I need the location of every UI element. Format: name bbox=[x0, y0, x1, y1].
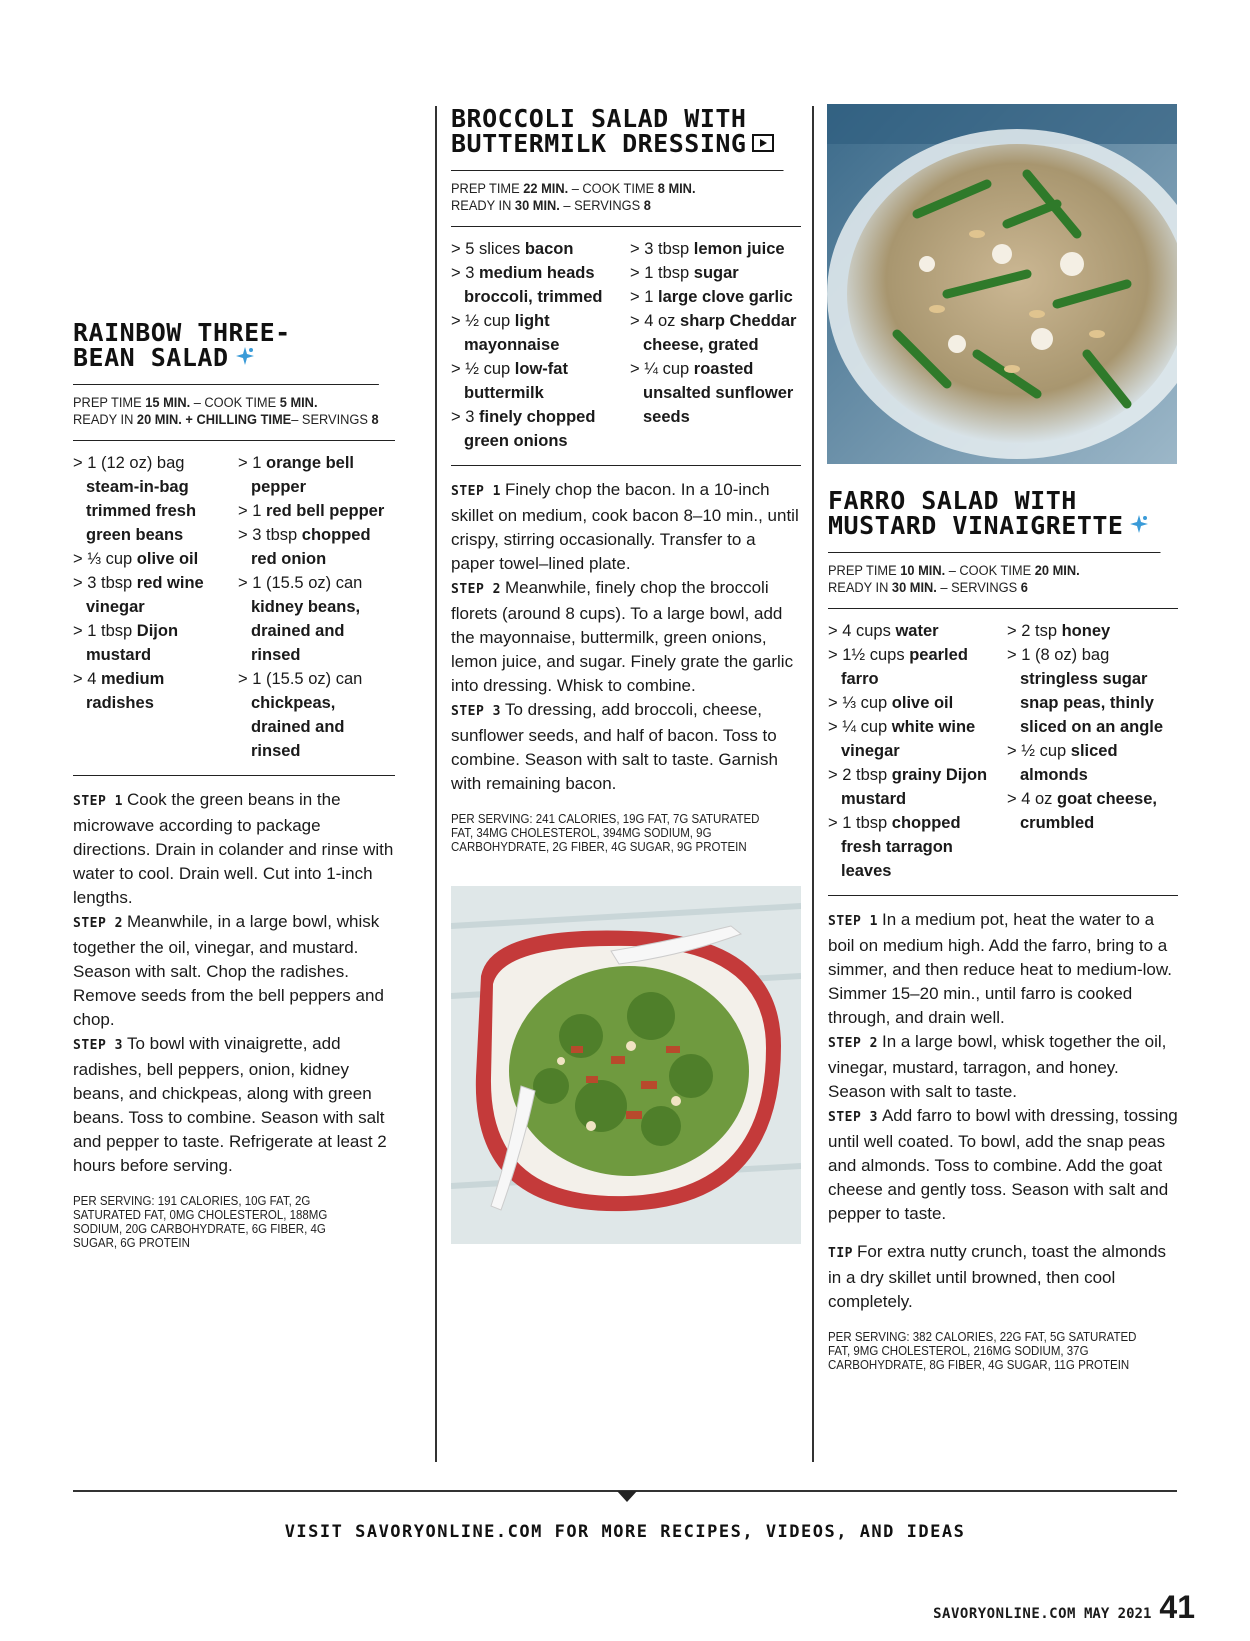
down-arrow-icon bbox=[617, 1491, 637, 1502]
ingredient-item: > 3 tbsp lemon juice bbox=[630, 240, 785, 258]
ingredient-name: sharp Cheddar cheese, grated bbox=[643, 312, 797, 354]
ingredient-item: > 1 (15.5 oz) can chickpeas, drained and rinsed bbox=[238, 670, 363, 760]
recipe-rainbow-bean-salad bbox=[73, 320, 395, 1250]
ingredient-qty: ⅓ cup bbox=[842, 694, 892, 712]
ingredient-qty: 5 slices bbox=[465, 240, 525, 258]
ingredient-qty: 1 (15.5 oz) can bbox=[252, 670, 363, 688]
step-3: STEP 3 To dressing, add broccoli, cheese, sunflower seeds, and half of bacon. Toss to combine. Season with salt to taste. Garnish with remaining bacon. bbox=[451, 700, 778, 793]
ingredient-name: sugar bbox=[693, 264, 739, 282]
ingredient-column-left bbox=[828, 619, 999, 883]
ingredient-name: kidney beans, drained and rinsed bbox=[251, 598, 361, 664]
step-1: STEP 1 Finely chop the bacon. In a 10-inch skillet on medium, cook bacon 8–10 min., until crispy, stirring occasionally. Transfer to a paper towel–lined plate. bbox=[451, 480, 799, 573]
ingredient-item: > 4 oz goat cheese, crumbled bbox=[1007, 790, 1157, 832]
ingredient-name: chopped fresh tarragon leaves bbox=[841, 814, 961, 880]
step-1: STEP 1 In a medium pot, heat the water to a boil on medium high. Add the farro, bring to a simmer, and then reduce heat to medium-low. Simmer 15–20 min., until farro is cooked through, and drain well. bbox=[828, 910, 1172, 1027]
column-divider bbox=[812, 106, 814, 1462]
ingredient-name: light mayonnaise bbox=[464, 312, 560, 354]
ingredient-qty: 1 (12 oz) bag bbox=[87, 454, 185, 472]
ingredient-name: water bbox=[895, 622, 939, 640]
recipe-farro-salad bbox=[828, 488, 1178, 1372]
ingredient-item: > 2 tbsp grainy Dijon mustard bbox=[828, 766, 988, 808]
ingredient-qty: 4 cups bbox=[842, 622, 896, 640]
ingredient-item: > 4 medium radishes bbox=[73, 670, 165, 712]
ingredient-item: > 1 (12 oz) bag steam-in-bag trimmed fresh green beans bbox=[73, 454, 197, 544]
ingredient-qty: 3 tbsp bbox=[87, 574, 137, 592]
ingredient-item: > 3 tbsp red wine vinegar bbox=[73, 574, 204, 616]
ingredient-column-left bbox=[451, 237, 622, 453]
ingredient-name: white wine vinegar bbox=[841, 718, 976, 760]
ingredient-name: bacon bbox=[524, 240, 574, 258]
ingredient-item: > 3 tbsp chopped red onion bbox=[238, 526, 371, 568]
ingredient-name: finely chopped green onions bbox=[464, 408, 596, 450]
recipe-title: BROCCOLI SALAD WITH BUTTERMILK DRESSING bbox=[451, 106, 801, 156]
ingredient-qty: 2 tsp bbox=[1021, 622, 1062, 640]
page-number: 41 bbox=[1159, 1589, 1195, 1625]
recipe-times: PREP TIME 15 MIN. – COOK TIME 5 MIN. READY IN 20 MIN. + CHILLING TIME– SERVINGS 8 bbox=[73, 384, 379, 428]
ingredient-qty: 1 tbsp bbox=[842, 814, 892, 832]
ingredient-name: chickpeas, drained and rinsed bbox=[251, 694, 345, 760]
sparkle-icon bbox=[1129, 513, 1149, 538]
ingredient-item: > 5 slices bacon bbox=[451, 240, 574, 258]
ingredient-qty: ⅓ cup bbox=[87, 550, 137, 568]
ingredient-item: > ¼ cup roasted unsalted sunflower seeds bbox=[630, 360, 794, 426]
ingredient-item: > 1½ cups pearled farro bbox=[828, 646, 968, 688]
ingredient-name: chopped red onion bbox=[251, 526, 371, 568]
ingredient-list bbox=[73, 440, 395, 776]
ingredient-item: > 1 red bell pepper bbox=[238, 502, 385, 520]
sparkle-icon bbox=[235, 345, 255, 370]
step-2: STEP 2 Meanwhile, finely chop the broccoli florets (around 8 cups). To a large bowl, add the mayonnaise, buttermilk, green onions, lemon juice, and sugar. Finely grate the garlic into dressing. Whisk to combine. bbox=[451, 578, 794, 695]
ingredient-column-right bbox=[630, 237, 801, 453]
ingredient-name: steam-in-bag trimmed fresh green beans bbox=[86, 478, 197, 544]
step-3: STEP 3 To bowl with vinaigrette, add radishes, bell peppers, onion, kidney beans, and chickpeas, along with green beans. Toss to combine. Season with salt and pepper to taste. Refrigerate at least 2 hours before serving. bbox=[73, 1034, 387, 1175]
ingredient-item: > 1 tbsp sugar bbox=[630, 264, 739, 282]
ingredient-name: low-fat buttermilk bbox=[464, 360, 568, 402]
ingredient-qty: 4 bbox=[87, 670, 101, 688]
ingredient-name: medium heads broccoli, trimmed bbox=[464, 264, 603, 306]
ingredient-qty: ¼ cup bbox=[644, 360, 694, 378]
step-2: STEP 2 In a large bowl, whisk together the oil, vinegar, mustard, tarragon, and honey. Season with salt to taste. bbox=[828, 1032, 1167, 1101]
ingredient-column-right bbox=[1007, 619, 1178, 883]
recipe-steps bbox=[451, 465, 801, 796]
ingredient-name: orange bell pepper bbox=[251, 454, 355, 496]
recipe-title: FARRO SALAD WITH MUSTARD VINAIGRETTE bbox=[828, 488, 1178, 538]
ingredient-item: > ¼ cup white wine vinegar bbox=[828, 718, 976, 760]
page-folio bbox=[933, 1589, 1195, 1626]
ingredient-item: > ⅓ cup olive oil bbox=[828, 694, 954, 712]
ingredient-list bbox=[451, 226, 801, 465]
ingredient-qty: 2 tbsp bbox=[842, 766, 892, 784]
ingredient-qty: 3 bbox=[465, 408, 479, 426]
ingredient-item: > 3 medium heads broccoli, trimmed bbox=[451, 264, 603, 306]
video-play-icon[interactable] bbox=[752, 131, 774, 156]
ingredient-qty: 1 bbox=[252, 454, 266, 472]
ingredient-item: > 1 tbsp chopped fresh tarragon leaves bbox=[828, 814, 961, 880]
ingredient-item: > 1 orange bell pepper bbox=[238, 454, 355, 496]
ingredient-item: > 2 tsp honey bbox=[1007, 622, 1111, 640]
ingredient-qty: 4 oz bbox=[1021, 790, 1058, 808]
ingredient-qty: 3 tbsp bbox=[252, 526, 302, 544]
ingredient-item: > 3 finely chopped green onions bbox=[451, 408, 596, 450]
ingredient-name: red bell pepper bbox=[266, 502, 385, 520]
nutrition-info: PER SERVING: 191 CALORIES, 10G FAT, 2G SATURATED FAT, 0MG CHOLESTEROL, 188MG SODIUM, 20G CARBOHYDRATE, 6G FIBER, 4G SUGAR, 6G PROTEIN bbox=[73, 1194, 328, 1250]
ingredient-qty: 1 tbsp bbox=[644, 264, 694, 282]
ingredient-name: grainy Dijon mustard bbox=[841, 766, 988, 808]
ingredient-name: olive oil bbox=[891, 694, 954, 712]
ingredient-qty: 1 bbox=[252, 502, 266, 520]
ingredient-name: sliced almonds bbox=[1020, 742, 1118, 784]
ingredient-qty: 3 bbox=[465, 264, 479, 282]
farro-salad-photo bbox=[827, 104, 1177, 464]
ingredient-qty: 1 (8 oz) bag bbox=[1021, 646, 1110, 664]
nutrition-info: PER SERVING: 241 CALORIES, 19G FAT, 7G SATURATED FAT, 34MG CHOLESTEROL, 394MG SODIUM, 9G CARBOHYDRATE, 2G FIBER, 4G SUGAR, 9G PROTEIN bbox=[451, 812, 760, 854]
ingredient-name: red wine vinegar bbox=[86, 574, 204, 616]
ingredient-item: > 1 (8 oz) bag stringless sugar snap peas, thinly sliced on an angle bbox=[1007, 646, 1164, 736]
recipe-title: RAINBOW THREE- BEAN SALAD bbox=[73, 318, 291, 372]
recipe-steps bbox=[73, 788, 395, 1178]
ingredient-qty: 4 oz bbox=[644, 312, 681, 330]
ingredient-name: roasted unsalted sunflower seeds bbox=[643, 360, 794, 426]
ingredient-name: pearled farro bbox=[841, 646, 968, 688]
ingredient-qty: 1 (15.5 oz) can bbox=[252, 574, 363, 592]
recipe-times: PREP TIME 10 MIN. – COOK TIME 20 MIN. READY IN 30 MIN. – SERVINGS 6 bbox=[828, 552, 1161, 596]
column-divider bbox=[435, 106, 437, 1462]
ingredient-qty: ½ cup bbox=[1021, 742, 1071, 760]
ingredient-column-right bbox=[238, 451, 395, 763]
ingredient-qty: 1½ cups bbox=[842, 646, 910, 664]
ingredient-item: > 4 oz sharp Cheddar cheese, grated bbox=[630, 312, 797, 354]
broccoli-salad-photo bbox=[451, 886, 801, 1244]
ingredient-name: lemon juice bbox=[693, 240, 785, 258]
ingredient-name: Dijon mustard bbox=[86, 622, 179, 664]
folio-issue: MAY 2021 bbox=[1083, 1606, 1152, 1622]
ingredient-qty: 3 tbsp bbox=[644, 240, 694, 258]
ingredient-item: > 1 tbsp Dijon mustard bbox=[73, 622, 179, 664]
ingredient-item: > ⅓ cup olive oil bbox=[73, 550, 199, 568]
ingredient-name: olive oil bbox=[136, 550, 199, 568]
recipe-steps bbox=[828, 908, 1178, 1314]
step-1: STEP 1 Cook the green beans in the microwave according to package directions. Drain in colander and rinse with water to cool. Drain well. Cut into 1-inch lengths. bbox=[73, 790, 394, 907]
ingredient-column-left bbox=[73, 451, 230, 763]
folio-site: SAVORYONLINE.COM bbox=[933, 1606, 1076, 1622]
ingredient-item: > 1 (15.5 oz) can kidney beans, drained and rinsed bbox=[238, 574, 363, 664]
ingredient-name: medium radishes bbox=[86, 670, 165, 712]
ingredient-item: > ½ cup low-fat buttermilk bbox=[451, 360, 568, 402]
ingredient-qty: ½ cup bbox=[465, 360, 515, 378]
ingredient-qty: 1 tbsp bbox=[87, 622, 137, 640]
tip: TIP For extra nutty crunch, toast the almonds in a dry skillet until browned, then cool completely. bbox=[828, 1242, 1166, 1311]
ingredient-qty: ½ cup bbox=[465, 312, 515, 330]
recipe-broccoli-salad bbox=[451, 106, 801, 854]
nutrition-info: PER SERVING: 382 CALORIES, 22G FAT, 5G SATURATED FAT, 9MG CHOLESTEROL, 216MG SODIUM, 37G CARBOHYDRATE, 8G FIBER, 4G SUGAR, 11G PROTEIN bbox=[828, 1330, 1137, 1372]
step-2: STEP 2 Meanwhile, in a large bowl, whisk together the oil, vinegar, and mustard. Season with salt. Chop the radishes. Remove seeds from the bell peppers and chop. bbox=[73, 912, 384, 1029]
ingredient-name: stringless sugar snap peas, thinly sliced on an angle bbox=[1020, 670, 1164, 736]
ingredient-name: large clove garlic bbox=[658, 288, 793, 306]
step-3: STEP 3 Add farro to bowl with dressing, tossing until well coated. To bowl, add the snap peas and almonds. Toss to combine. Add the goat cheese and gently toss. Season with salt and pepper to taste. bbox=[828, 1106, 1178, 1223]
ingredient-item: > 1 large clove garlic bbox=[630, 288, 793, 306]
ingredient-item: > 4 cups water bbox=[828, 622, 939, 640]
ingredient-name: honey bbox=[1061, 622, 1111, 640]
ingredient-qty: ¼ cup bbox=[842, 718, 892, 736]
ingredient-list bbox=[828, 608, 1178, 896]
ingredient-item: > ½ cup light mayonnaise bbox=[451, 312, 560, 354]
ingredient-item: > ½ cup sliced almonds bbox=[1007, 742, 1118, 784]
recipe-times: PREP TIME 22 MIN. – COOK TIME 8 MIN. READY IN 30 MIN. – SERVINGS 8 bbox=[451, 170, 784, 214]
footer-cta[interactable]: VISIT SAVORYONLINE.COM FOR MORE RECIPES, VIDEOS, AND IDEAS bbox=[284, 1522, 966, 1542]
ingredient-name: goat cheese, crumbled bbox=[1020, 790, 1157, 832]
ingredient-qty: 1 bbox=[644, 288, 658, 306]
